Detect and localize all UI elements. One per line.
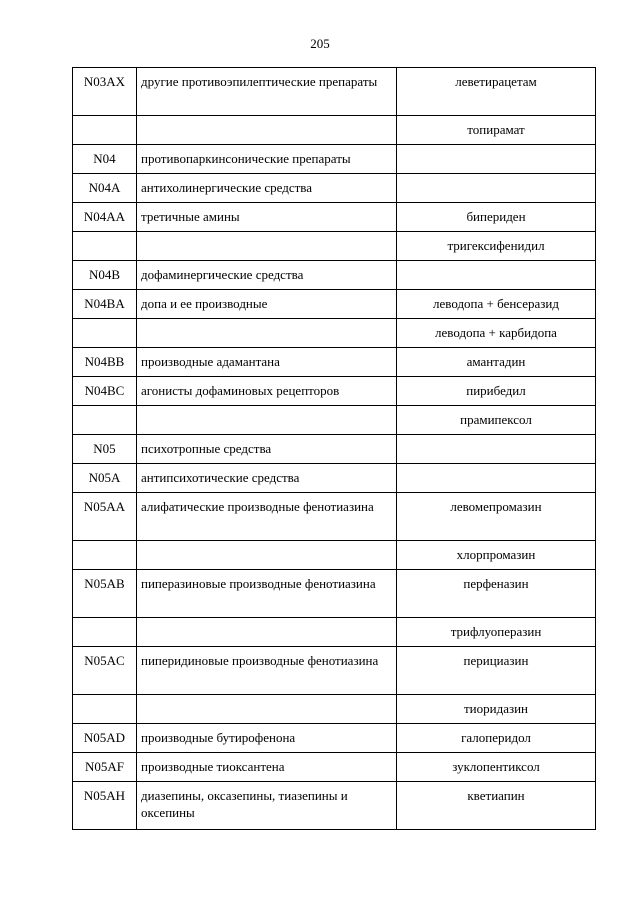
group-name-cell: пиперидиновые производные фенотиазина	[137, 647, 397, 695]
atc-code-cell: N04A	[73, 174, 137, 203]
atc-code-cell	[73, 232, 137, 261]
table-row	[73, 348, 596, 377]
group-name-cell: производные бутирофенона	[137, 724, 397, 753]
table-row	[73, 724, 596, 753]
atc-code-cell: N05AB	[73, 570, 137, 618]
drug-name-cell: пирибедил	[397, 377, 596, 406]
drug-name-cell	[397, 261, 596, 290]
group-name-cell: пиперазиновые производные фенотиазина	[137, 570, 397, 618]
drug-name-cell: кветиапин	[397, 782, 596, 830]
atc-code-cell	[73, 116, 137, 145]
table-row	[73, 464, 596, 493]
group-name-cell: дофаминергические средства	[137, 261, 397, 290]
atc-code-cell: N04	[73, 145, 137, 174]
group-name-cell: психотропные средства	[137, 435, 397, 464]
table-row	[73, 116, 596, 145]
atc-code-cell: N03AX	[73, 68, 137, 116]
group-name-cell	[137, 618, 397, 647]
atc-code-cell: N05AD	[73, 724, 137, 753]
atc-code-cell: N05	[73, 435, 137, 464]
drug-name-cell: тиоридазин	[397, 695, 596, 724]
table-row	[73, 753, 596, 782]
table-row	[73, 174, 596, 203]
table-row	[73, 435, 596, 464]
table-row	[73, 695, 596, 724]
atc-code-cell: N04BC	[73, 377, 137, 406]
drug-name-cell	[397, 145, 596, 174]
atc-code-cell: N04BB	[73, 348, 137, 377]
group-name-cell: антихолинергические средства	[137, 174, 397, 203]
group-name-cell	[137, 116, 397, 145]
table-row	[73, 541, 596, 570]
table-row	[73, 377, 596, 406]
group-name-cell	[137, 232, 397, 261]
table-row	[73, 261, 596, 290]
atc-code-cell	[73, 695, 137, 724]
atc-code-cell: N04BA	[73, 290, 137, 319]
group-name-cell: допа и ее производные	[137, 290, 397, 319]
group-name-cell: агонисты дофаминовых рецепторов	[137, 377, 397, 406]
drug-classification-table	[72, 67, 596, 830]
atc-code-cell: N04B	[73, 261, 137, 290]
group-name-cell: производные адамантана	[137, 348, 397, 377]
table-row	[73, 493, 596, 541]
atc-code-cell: N05AA	[73, 493, 137, 541]
table-row	[73, 618, 596, 647]
drug-name-cell: галоперидол	[397, 724, 596, 753]
drug-name-cell: леветирацетам	[397, 68, 596, 116]
atc-code-cell: N05AF	[73, 753, 137, 782]
group-name-cell	[137, 541, 397, 570]
table-row	[73, 647, 596, 695]
group-name-cell	[137, 319, 397, 348]
atc-code-cell: N05AH	[73, 782, 137, 830]
atc-code-cell: N05AC	[73, 647, 137, 695]
group-name-cell: диазепины, оксазепины, тиазепины и оксепины	[137, 782, 397, 830]
atc-code-cell	[73, 319, 137, 348]
drug-name-cell: зуклопентиксол	[397, 753, 596, 782]
drug-name-cell: амантадин	[397, 348, 596, 377]
table-row	[73, 319, 596, 348]
drug-name-cell	[397, 435, 596, 464]
drug-name-cell: прамипексол	[397, 406, 596, 435]
drug-name-cell: бипериден	[397, 203, 596, 232]
table-row	[73, 290, 596, 319]
group-name-cell: производные тиоксантена	[137, 753, 397, 782]
table-row	[73, 203, 596, 232]
drug-name-cell: леводопа + бенсеразид	[397, 290, 596, 319]
group-name-cell: антипсихотические средства	[137, 464, 397, 493]
group-name-cell: третичные амины	[137, 203, 397, 232]
group-name-cell: другие противоэпилептические препараты	[137, 68, 397, 116]
drug-name-cell: перициазин	[397, 647, 596, 695]
drug-name-cell	[397, 464, 596, 493]
table-row	[73, 145, 596, 174]
drug-name-cell: тригексифенидил	[397, 232, 596, 261]
atc-code-cell	[73, 541, 137, 570]
group-name-cell	[137, 695, 397, 724]
page-number: 205	[310, 36, 330, 51]
drug-name-cell: леводопа + карбидопа	[397, 319, 596, 348]
group-name-cell	[137, 406, 397, 435]
drug-name-cell	[397, 174, 596, 203]
group-name-cell: противопаркинсонические препараты	[137, 145, 397, 174]
drug-name-cell: топирамат	[397, 116, 596, 145]
group-name-cell: алифатические производные фенотиазина	[137, 493, 397, 541]
drug-name-cell: левомепромазин	[397, 493, 596, 541]
atc-code-cell: N04AA	[73, 203, 137, 232]
drug-name-cell: перфеназин	[397, 570, 596, 618]
atc-code-cell	[73, 618, 137, 647]
drug-name-cell: трифлуоперазин	[397, 618, 596, 647]
atc-code-cell	[73, 406, 137, 435]
table-row	[73, 406, 596, 435]
table-row	[73, 782, 596, 830]
drug-name-cell: хлорпромазин	[397, 541, 596, 570]
atc-code-cell: N05A	[73, 464, 137, 493]
table-row	[73, 232, 596, 261]
table-row	[73, 68, 596, 116]
table-row	[73, 570, 596, 618]
